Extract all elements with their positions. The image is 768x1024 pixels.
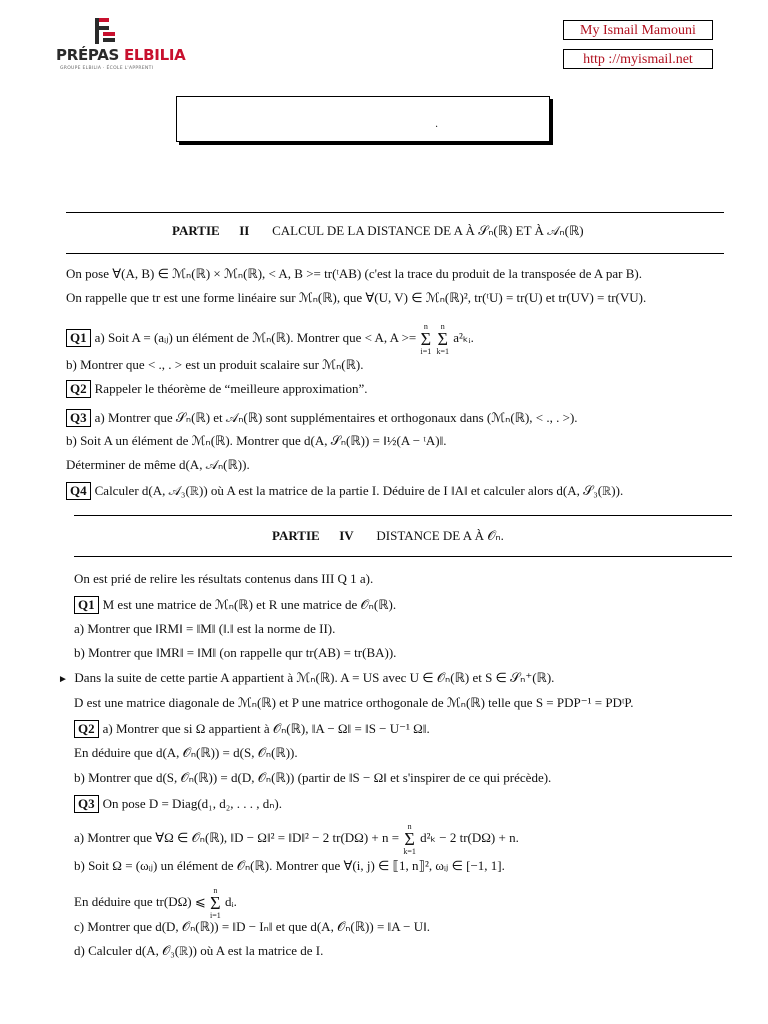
part4-intro: On est prié de relire les résultats contenus dans III Q 1 a). bbox=[74, 571, 374, 586]
part2-q1b: b) Montrer que < ., . > est un produit scalaire sur ℳₙ(ℝ). bbox=[66, 357, 364, 372]
question-label: Q1 bbox=[74, 596, 99, 614]
author-box: My Ismail Mamouni bbox=[563, 20, 713, 40]
logo-subtitle: GROUPE ELBILIA · ÉCOLE L'APPRENTI bbox=[60, 66, 154, 71]
question-label: Q2 bbox=[66, 380, 91, 398]
part2-intro-2: On rappelle que tr est une forme linéaire sur ℳₙ(ℝ), que ∀(U, V) ∈ ℳₙ(ℝ)², tr(ᵗU) = tr(U) et tr(UV) = tr(VU). bbox=[66, 290, 647, 305]
part4-hypothesis-1: ► Dans la suite de cette partie A appartient à ℳₙ(ℝ). A = US avec U ∈ 𝒪ₙ(ℝ) et S ∈ 𝒮ₙ⁺(ℝ). bbox=[58, 670, 555, 685]
sum-symbol: n Σ i=1 bbox=[209, 886, 221, 920]
logo-mark-icon bbox=[94, 18, 116, 46]
part2-heading: PARTIE II CALCUL DE LA DISTANCE DE A À 𝒮ₙ(ℝ) ET À 𝒜ₙ(ℝ) bbox=[172, 223, 584, 238]
part4-q3c: c) Montrer que d(D, 𝒪ₙ(ℝ)) = ‖D − Iₙ‖ et que d(A, 𝒪ₙ(ℝ)) = ‖A − U‖. bbox=[74, 919, 430, 934]
part4-heading: PARTIE IV DISTANCE DE A À 𝒪ₙ. bbox=[272, 528, 504, 543]
part2-q2: Q2 Rappeler le théorème de “meilleure approximation”. bbox=[66, 380, 368, 398]
divider-top-part4 bbox=[74, 515, 732, 516]
part4-q2a-deduce: En déduire que d(A, 𝒪ₙ(ℝ)) = d(S, 𝒪ₙ(ℝ)). bbox=[74, 745, 298, 760]
part4-q1a: a) Montrer que ‖RM‖ = ‖M‖ (‖.‖ est la norme de II). bbox=[74, 621, 336, 636]
question-label: Q3 bbox=[74, 795, 99, 813]
part2-q3a: Q3 a) Montrer que 𝒮ₙ(ℝ) et 𝒜ₙ(ℝ) sont supplémentaires et orthogonaux dans (ℳₙ(ℝ), < ., . >). bbox=[66, 409, 578, 427]
part2-q3b: b) Soit A un élément de ℳₙ(ℝ). Montrer que d(A, 𝒮ₙ(ℝ)) = ‖½(A − ᵗA)‖. bbox=[66, 433, 447, 448]
sum-symbol: n Σ i=1 bbox=[420, 322, 432, 356]
part4-q3d: d) Calculer d(A, 𝒪₃(ℝ)) où A est la matrice de I. bbox=[74, 943, 324, 958]
url-link[interactable]: http ://myismail.net bbox=[563, 49, 713, 69]
sum-symbol: n Σ k=1 bbox=[403, 822, 416, 856]
part4-q3b-deduce: En déduire que tr(DΩ) ⩽ n Σ i=1 dᵢ. bbox=[74, 886, 237, 920]
part4-hypothesis-2: D est une matrice diagonale de ℳₙ(ℝ) et P une matrice orthogonale de ℳₙ(ℝ) telle que S = PDP⁻¹ = PDᵗP. bbox=[74, 695, 634, 710]
question-label: Q2 bbox=[74, 720, 99, 738]
part4-q1b: b) Montrer que ‖MR‖ = ‖M‖ (on rappelle qur tr(AB) = tr(BA)). bbox=[74, 645, 397, 660]
part4-q2b: b) Montrer que d(S, 𝒪ₙ(ℝ)) = d(D, 𝒪ₙ(ℝ)) (partir de ‖S − Ω‖ et s'inspirer de ce qui précède). bbox=[74, 770, 552, 785]
part4-q3a: a) Montrer que ∀Ω ∈ 𝒪ₙ(ℝ), ‖D − Ω‖² = ‖D‖² − 2 tr(DΩ) + n = n Σ k=1 d²ₖ − 2 tr(DΩ) + n. bbox=[74, 822, 519, 856]
part4-q3: Q3 On pose D = Diag(d₁, d₂, . . . , dₙ). bbox=[74, 795, 282, 813]
sum-symbol: n Σ k=1 bbox=[436, 322, 449, 356]
part2-q1a: Q1 a) Soit A = (aᵢⱼ) un élément de ℳₙ(ℝ). Montrer que < A, A >= n Σ i=1 n Σ k=1 a²ₖᵢ. bbox=[66, 322, 474, 356]
divider-bottom-part2 bbox=[66, 253, 724, 254]
part2-q4: Q4 Calculer d(A, 𝒜₃(ℝ)) où A est la matrice de la partie I. Déduire de I ‖A‖ et calculer alors d(A, 𝒮₃(ℝ)). bbox=[66, 482, 623, 500]
logo-text: PRÉPAS ELBILIA bbox=[56, 46, 186, 64]
divider-top-part2 bbox=[66, 212, 724, 213]
part2-q3c: Déterminer de même d(A, 𝒜ₙ(ℝ)). bbox=[66, 457, 250, 472]
title-dot: . bbox=[435, 119, 439, 130]
divider-bottom-part4 bbox=[74, 556, 732, 557]
bullet-icon: ► bbox=[58, 674, 68, 685]
part4-q1: Q1 M est une matrice de ℳₙ(ℝ) et R une matrice de 𝒪ₙ(ℝ). bbox=[74, 596, 396, 614]
part4-q3b: b) Soit Ω = (ωᵢⱼ) un élément de 𝒪ₙ(ℝ). Montrer que ∀(i, j) ∈ ⟦1, n⟧², ωᵢⱼ ∈ [−1, 1]. bbox=[74, 858, 505, 873]
prepas-elbilia-logo bbox=[56, 18, 186, 78]
question-label: Q4 bbox=[66, 482, 91, 500]
question-label: Q1 bbox=[66, 329, 91, 347]
question-label: Q3 bbox=[66, 409, 91, 427]
part4-q2a: Q2 a) Montrer que si Ω appartient à 𝒪ₙ(ℝ), ‖A − Ω‖ = ‖S − U⁻¹ Ω‖. bbox=[74, 720, 430, 738]
title-box bbox=[176, 96, 550, 142]
part2-intro-1: On pose ∀(A, B) ∈ ℳₙ(ℝ) × ℳₙ(ℝ), < A, B >= tr(ᵗAB) (c'est la trace du produit de la transposée de A par B). bbox=[66, 266, 642, 281]
